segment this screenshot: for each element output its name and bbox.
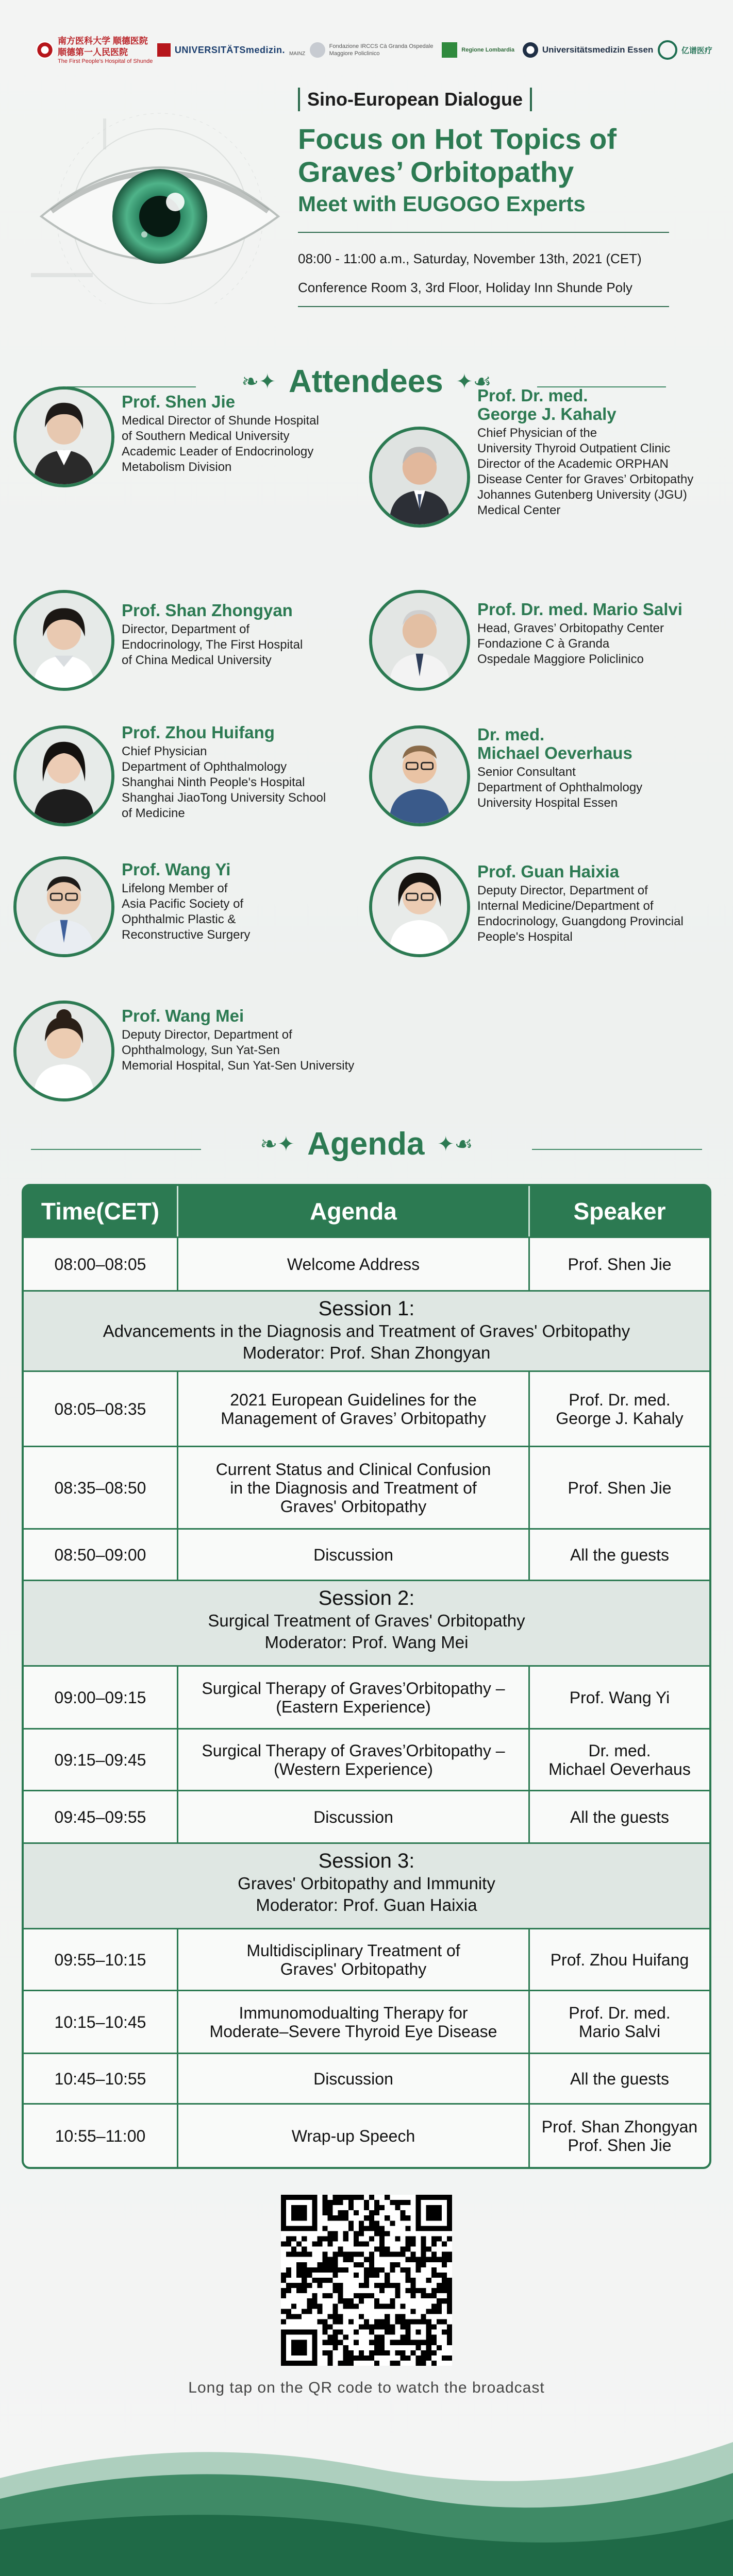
avatar: [13, 1001, 114, 1101]
session-moderator: Moderator: Prof. Shan Zhongyan: [242, 1343, 491, 1362]
attendee-card: [369, 856, 725, 957]
agenda-topic: [178, 1991, 530, 2053]
agenda-topic: [178, 1791, 530, 1842]
agenda-speaker: [530, 2054, 709, 2103]
ornament-left-icon: ❧✦: [260, 1132, 295, 1156]
agenda-row: [24, 1790, 709, 1842]
policlinico-name: Fondazione IRCCS Cà Granda Ospedale Maggiore Policlinico: [329, 43, 434, 57]
attendee-name: Prof. Guan Haixia: [477, 862, 620, 881]
topic-line: 2021 European Guidelines for the: [230, 1390, 477, 1409]
attendee-description: [477, 621, 682, 667]
agenda-time: 08:00–08:05: [24, 1238, 178, 1290]
desc-line: Reconstructive Surgery: [122, 928, 251, 942]
agenda-topic: [178, 2054, 530, 2103]
desc-line: Internal Medicine/Department of: [477, 899, 654, 913]
ornament-right-icon: ✦☙: [437, 1132, 473, 1156]
agenda-header-row: [24, 1186, 709, 1236]
speaker-line: Prof. Shen Jie: [568, 1478, 672, 1497]
lombardia-name: Regione Lombardia: [461, 47, 514, 53]
mainz-name: UNIVERSITÄTSmedizin.: [174, 44, 285, 55]
desc-line: Director, Department of: [122, 622, 250, 636]
avatar: [369, 856, 470, 957]
agenda-speaker: [530, 1530, 709, 1580]
desc-line: Department of Ophthalmology: [122, 760, 287, 774]
mainz-sub: MAINZ: [289, 51, 306, 57]
attendee-card: [369, 590, 725, 691]
desc-line: Johannes Gutenberg University (JGU): [477, 488, 687, 502]
avatar: [13, 725, 114, 826]
attendee-name: Dr. med.: [477, 725, 545, 744]
agenda-topic: [178, 1929, 530, 1990]
desc-line: of China Medical University: [122, 653, 272, 667]
hero-title-line2: Graves’ Orbitopathy: [298, 156, 574, 188]
speaker-line: All the guests: [570, 1545, 670, 1564]
avatar: [13, 856, 114, 957]
agenda-time: 09:15–09:45: [24, 1730, 178, 1790]
attendee-name: Prof. Dr. med.: [477, 386, 588, 405]
heading-rule-right: [532, 1149, 702, 1150]
agenda-time: 08:50–09:00: [24, 1530, 178, 1580]
desc-line: Memorial Hospital, Sun Yat-Sen University: [122, 1059, 355, 1073]
desc-line: Deputy Director, Department of: [477, 884, 648, 897]
agenda-topic: [178, 1730, 530, 1790]
shunde-hospital-name-cn2: 顺德第一人民医院: [58, 47, 128, 57]
topic-line: Welcome Address: [287, 1255, 420, 1274]
agenda-speaker: [530, 1238, 709, 1290]
topic-line: Discussion: [313, 1545, 393, 1564]
topic-line: Graves' Orbitopathy: [280, 1959, 427, 1978]
agenda-row: [24, 2053, 709, 2103]
speaker-line: Prof. Wang Yi: [569, 1688, 670, 1707]
session-topic: Graves' Orbitopathy and Immunity: [238, 1874, 495, 1893]
agenda-row: [24, 1236, 709, 1290]
topic-line: (Eastern Experience): [276, 1697, 431, 1716]
speaker-line: Prof. Zhou Huifang: [550, 1950, 689, 1969]
attendee-name: Prof. Shan Zhongyan: [122, 601, 293, 620]
agenda-topic: [178, 2105, 530, 2167]
desc-line: Ophthalmology, Sun Yat-Sen: [122, 1043, 280, 1057]
shunde-hospital-name-en: The First People's Hospital of Shunde: [58, 58, 153, 64]
desc-line: Director of the Academic ORPHAN: [477, 457, 669, 471]
lombardia-logo: [442, 42, 518, 58]
speaker-line: Prof. Shen Jie: [568, 1255, 672, 1274]
avatar: [13, 590, 114, 691]
agenda-table: [22, 1184, 711, 2169]
avatar: [13, 386, 114, 487]
gh-logo: [658, 40, 712, 60]
desc-line: Ospedale Maggiore Policlinico: [477, 652, 644, 666]
agenda-row: [24, 1370, 709, 1446]
attendee-name-line2: Michael Oeverhaus: [477, 743, 632, 762]
person-photo-icon: [372, 593, 467, 688]
qr-caption: Long tap on the QR code to watch the broadcast: [188, 2379, 545, 2396]
attendee-name: Prof. Dr. med. Mario Salvi: [477, 600, 682, 619]
desc-line: Disease Center for Graves’ Orbitopathy: [477, 472, 694, 486]
speaker-line: All the guests: [570, 1807, 670, 1826]
event-time: 08:00 - 11:00 a.m., Saturday, November 13th, 2021 (CET): [298, 251, 642, 266]
qr-code[interactable]: [281, 2195, 452, 2366]
hero-divider: [298, 232, 669, 233]
attendee-description: [122, 1027, 354, 1074]
dialogue-kicker: Sino-European Dialogue: [298, 88, 532, 111]
agenda-speaker: [530, 2105, 709, 2167]
speaker-line: Prof. Shan Zhongyan: [541, 2117, 698, 2136]
agenda-time: 10:15–10:45: [24, 1991, 178, 2053]
agenda-speaker: [530, 1991, 709, 2053]
session-title: Session 1:: [318, 1297, 415, 1320]
person-photo-icon: [16, 859, 111, 954]
footer-waves: [0, 2421, 733, 2576]
desc-line: Department of Ophthalmology: [477, 781, 643, 794]
session-row: [24, 1290, 709, 1370]
hero-divider-bottom: [298, 306, 669, 307]
topic-line: Management of Graves’ Orbitopathy: [221, 1409, 486, 1428]
agenda-time: 08:05–08:35: [24, 1372, 178, 1446]
attendee-name-line2: George J. Kahaly: [477, 404, 617, 423]
person-photo-icon: [16, 593, 111, 688]
person-photo-icon: [16, 728, 111, 823]
desc-line: Lifelong Member of: [122, 882, 228, 895]
mainz-mark-icon: [157, 43, 171, 57]
topic-line: (Western Experience): [274, 1759, 433, 1778]
agenda-topic: [178, 1530, 530, 1580]
topic-line: Immunomodualting Therapy for: [239, 2003, 468, 2022]
attendees-title: Attendees: [288, 364, 443, 399]
agenda-row: [24, 1528, 709, 1580]
agenda-time: 10:45–10:55: [24, 2054, 178, 2103]
attendee-description: [122, 881, 250, 943]
topic-line: Discussion: [313, 2069, 393, 2088]
shunde-hospital-name-cn: 南方医科大学 顺德医院: [58, 36, 148, 46]
header-time: Time(CET): [24, 1186, 178, 1236]
ornament-left-icon: ❧✦: [241, 370, 276, 393]
attendee-description: [122, 622, 303, 668]
avatar: [369, 725, 470, 826]
agenda-speaker: [530, 1730, 709, 1790]
shunde-hospital-logo: [36, 36, 153, 64]
session-topic: Advancements in the Diagnosis and Treatment of Graves' Orbitopathy: [103, 1321, 630, 1341]
attendee-card: [369, 725, 725, 826]
desc-line: Senior Consultant: [477, 765, 576, 779]
person-photo-icon: [372, 430, 467, 524]
speaker-line: All the guests: [570, 2069, 670, 2088]
session-moderator: Moderator: Prof. Guan Haixia: [256, 1895, 477, 1914]
lombardia-emblem-icon: [442, 42, 457, 58]
attendee-description: [122, 413, 319, 475]
attendee-card: [13, 856, 354, 957]
agenda-row: [24, 1990, 709, 2053]
agenda-speaker: [530, 1929, 709, 1990]
desc-line: University Thyroid Outpatient Clinic: [477, 442, 671, 455]
agenda-speaker: [530, 1447, 709, 1528]
person-photo-icon: [372, 728, 467, 823]
agenda-topic: [178, 1447, 530, 1528]
desc-line: Deputy Director, Department of: [122, 1028, 292, 1042]
topic-line: Wrap-up Speech: [291, 2126, 415, 2145]
attendee-description: [477, 426, 693, 518]
agenda-row: [24, 1446, 709, 1528]
session-row: [24, 1842, 709, 1928]
eye-icon: [21, 88, 289, 304]
shunde-hospital-emblem-icon: [36, 41, 54, 59]
header-agenda: Agenda: [178, 1186, 530, 1236]
agenda-time: 09:00–09:15: [24, 1667, 178, 1728]
desc-line: of Medicine: [122, 806, 185, 820]
essen-emblem-icon: [523, 42, 538, 58]
attendee-card: [13, 725, 354, 826]
session-title: Session 2:: [318, 1587, 415, 1609]
policlinico-emblem-icon: [310, 42, 325, 58]
attendee-description: [477, 883, 684, 945]
agenda-row: [24, 1665, 709, 1728]
desc-line: Endocrinology, The First Hospital: [122, 638, 303, 652]
topic-line: Current Status and Clinical Confusion: [215, 1460, 491, 1479]
attendee-name: Prof. Zhou Huifang: [122, 723, 275, 742]
topic-line: Surgical Therapy of Graves’Orbitopathy –: [202, 1679, 505, 1698]
attendee-name: Prof. Wang Yi: [122, 860, 231, 879]
essen-name: Universitätsmedizin Essen: [542, 45, 654, 55]
hero-title-line1: Focus on Hot Topics of: [298, 123, 617, 155]
agenda-speaker: [530, 1372, 709, 1446]
topic-line: in the Diagnosis and Treatment of: [230, 1478, 477, 1497]
desc-line: Metabolism Division: [122, 460, 232, 474]
topic-line: Moderate–Severe Thyroid Eye Disease: [209, 2022, 497, 2041]
speaker-line: Prof. Dr. med.: [569, 1390, 671, 1409]
attendee-description: [477, 765, 642, 811]
speaker-line: Dr. med.: [588, 1741, 651, 1760]
attendee-card: [369, 386, 725, 528]
topic-line: Surgical Therapy of Graves’Orbitopathy –: [202, 1741, 505, 1760]
agenda-time: 08:35–08:50: [24, 1447, 178, 1528]
attendee-card: [13, 1001, 436, 1101]
agenda-speaker: [530, 1791, 709, 1842]
desc-line: Head, Graves’ Orbitopathy Center: [477, 621, 664, 635]
gh-name: 亿谱医疗: [681, 46, 712, 55]
agenda-speaker: [530, 1667, 709, 1728]
avatar: [369, 590, 470, 691]
desc-line: Endocrinology, Guangdong Provincial: [477, 914, 684, 928]
agenda-row: [24, 2103, 709, 2167]
agenda-title: Agenda: [307, 1126, 425, 1162]
speaker-line: Michael Oeverhaus: [548, 1759, 691, 1778]
agenda-row: [24, 1928, 709, 1990]
topic-line: Graves' Orbitopathy: [280, 1497, 427, 1516]
attendee-name: Prof. Shen Jie: [122, 392, 236, 411]
speaker-line: George J. Kahaly: [556, 1409, 684, 1428]
hero-subtitle: Meet with EUGOGO Experts: [298, 192, 586, 216]
desc-line: Ophthalmic Plastic &: [122, 912, 236, 926]
desc-line: Chief Physician: [122, 744, 207, 758]
logo-bar: [36, 32, 712, 68]
attendee-card: [13, 590, 354, 691]
speaker-line: Prof. Shen Jie: [568, 2136, 672, 2155]
session-moderator: Moderator: Prof. Wang Mei: [264, 1633, 469, 1652]
speaker-line: Mario Salvi: [578, 2022, 661, 2041]
avatar: [369, 427, 470, 528]
agenda-topic: [178, 1238, 530, 1290]
person-photo-icon: [16, 1004, 111, 1098]
header-speaker: Speaker: [573, 1198, 666, 1225]
event-venue: Conference Room 3, 3rd Floor, Holiday Inn Shunde Poly: [298, 280, 632, 295]
heading-rule-left: [31, 1149, 201, 1150]
session-title: Session 3:: [318, 1850, 415, 1872]
speaker-line: Prof. Dr. med.: [569, 2003, 671, 2022]
desc-line: Fondazione C à Granda: [477, 637, 610, 651]
person-photo-icon: [372, 859, 467, 954]
policlinico-logo: [310, 42, 438, 58]
topic-line: Discussion: [313, 1807, 393, 1826]
desc-line: Shanghai JiaoTong University School: [122, 791, 326, 805]
agenda-heading: [0, 1126, 733, 1172]
desc-line: Asia Pacific Society of: [122, 897, 244, 911]
topic-line: Multidisciplinary Treatment of: [246, 1941, 460, 1960]
agenda-time: 09:55–10:15: [24, 1929, 178, 1990]
eye-illustration: [21, 88, 289, 304]
agenda-time: 09:45–09:55: [24, 1791, 178, 1842]
desc-line: Medical Center: [477, 503, 561, 517]
agenda-time: 10:55–11:00: [24, 2105, 178, 2167]
session-topic: Surgical Treatment of Graves' Orbitopathy: [208, 1611, 525, 1630]
gh-emblem-icon: [658, 40, 677, 60]
desc-line: Chief Physician of the: [477, 426, 597, 440]
agenda-topic: [178, 1667, 530, 1728]
person-photo-icon: [16, 389, 111, 484]
attendee-card: [13, 386, 354, 487]
essen-logo: [523, 42, 653, 58]
desc-line: Academic Leader of Endocrinology: [122, 445, 314, 459]
mainz-logo: [157, 43, 305, 57]
attendee-name: Prof. Wang Mei: [122, 1006, 244, 1025]
agenda-row: [24, 1728, 709, 1790]
desc-line: of Southern Medical University: [122, 429, 290, 443]
hero: [298, 88, 710, 307]
agenda-topic: [178, 1372, 530, 1446]
attendee-description: [122, 744, 326, 821]
ornament-right-icon: ✦☙: [456, 370, 492, 393]
desc-line: People's Hospital: [477, 930, 573, 944]
desc-line: Shanghai Ninth People's Hospital: [122, 775, 305, 789]
desc-line: University Hospital Essen: [477, 796, 618, 810]
desc-line: Medical Director of Shunde Hospital: [122, 414, 319, 428]
session-row: [24, 1580, 709, 1665]
